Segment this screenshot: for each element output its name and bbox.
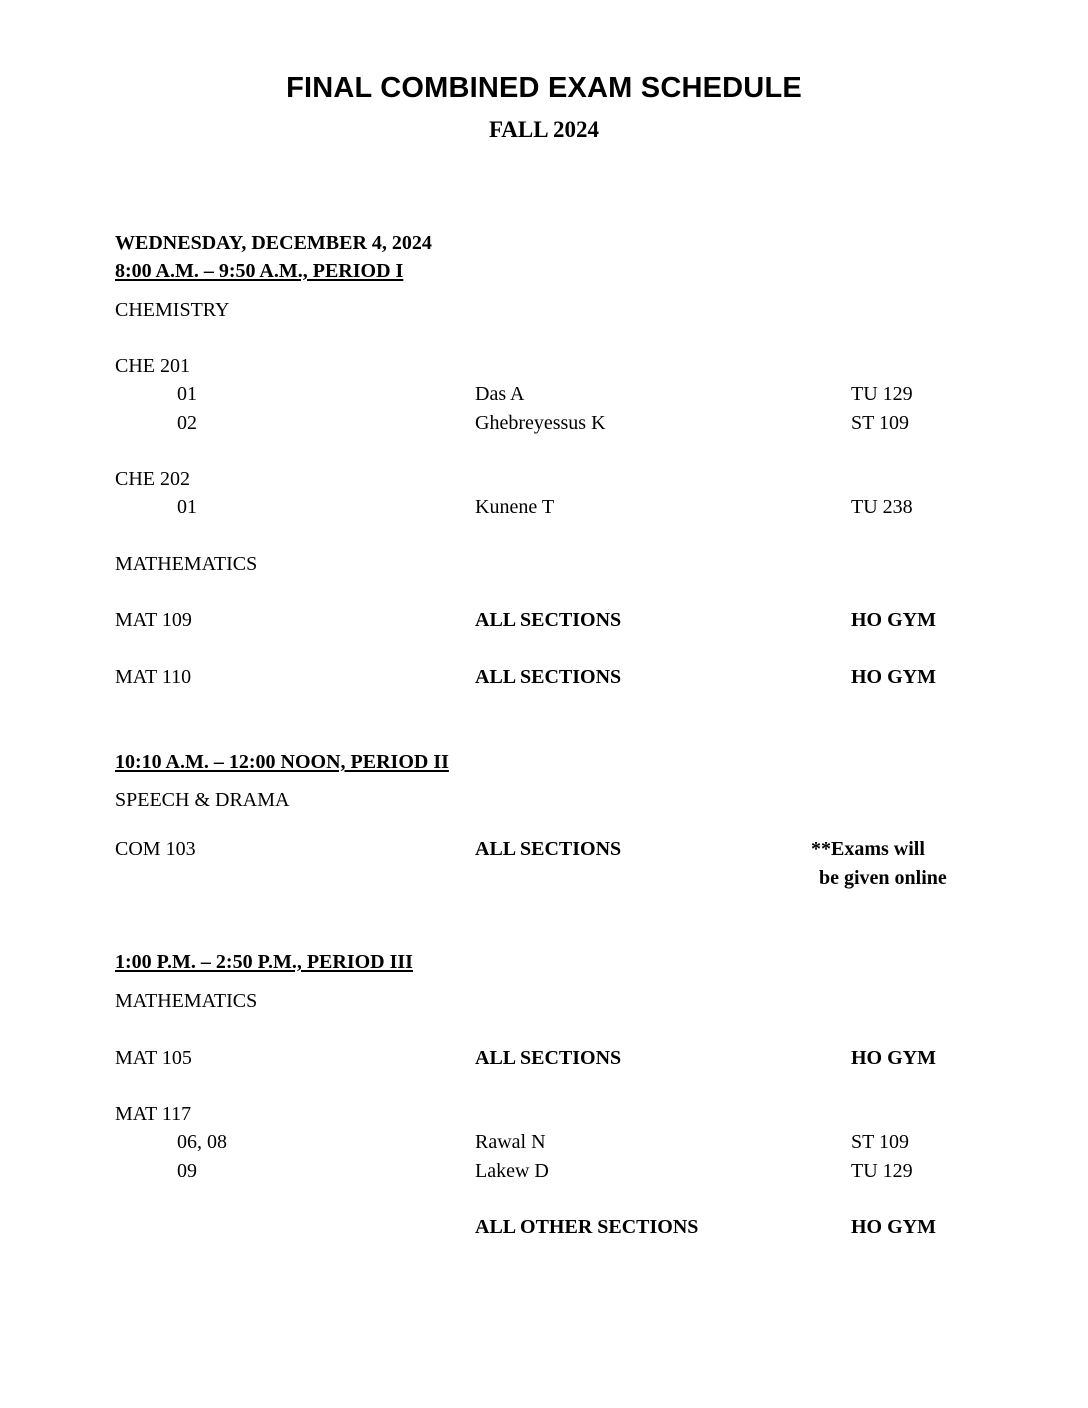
room: HO GYM: [851, 609, 936, 631]
instructor-name: Das A: [475, 383, 525, 405]
course-mat-105: MAT 105: [115, 1047, 192, 1069]
room: ST 109: [851, 412, 909, 434]
period-3-heading: 1:00 P.M. – 2:50 P.M., PERIOD III: [115, 951, 413, 973]
all-sections-label: ALL SECTIONS: [475, 666, 622, 688]
course-che-201: CHE 201: [115, 355, 190, 377]
course-com-103: COM 103: [115, 838, 196, 860]
instructor-name: Rawal N: [475, 1131, 546, 1153]
room: TU 129: [851, 383, 913, 405]
room: HO GYM: [851, 666, 936, 688]
dept-chemistry: CHEMISTRY: [115, 299, 230, 321]
course-mat-117: MAT 117: [115, 1103, 192, 1125]
course-che-202: CHE 202: [115, 468, 190, 490]
course-mat-110: MAT 110: [115, 666, 192, 688]
all-sections-label: ALL SECTIONS: [475, 609, 622, 631]
period-2-heading: 10:10 A.M. – 12:00 NOON, PERIOD II: [115, 751, 449, 773]
room: HO GYM: [851, 1216, 936, 1238]
instructor-name: Kunene T: [475, 496, 555, 518]
course-mat-109: MAT 109: [115, 609, 192, 631]
section-number: 01: [177, 383, 197, 405]
instructor-name: Lakew D: [475, 1160, 549, 1182]
section-number: 02: [177, 412, 197, 434]
section-number: 09: [177, 1160, 197, 1182]
room: HO GYM: [851, 1047, 936, 1069]
all-sections-label: ALL SECTIONS: [475, 838, 622, 860]
section-number: 06, 08: [177, 1131, 227, 1153]
document-title: FINAL COMBINED EXAM SCHEDULE: [286, 72, 802, 104]
online-note-line-2: be given online: [819, 867, 947, 889]
room: TU 129: [851, 1160, 913, 1182]
dept-mathematics: MATHEMATICS: [115, 990, 258, 1012]
all-other-sections-label: ALL OTHER SECTIONS: [475, 1216, 699, 1238]
room: TU 238: [851, 496, 913, 518]
online-note-line-1: **Exams will: [811, 838, 925, 860]
document-subtitle: FALL 2024: [488, 117, 600, 142]
instructor-name: Ghebreyessus K: [475, 412, 606, 434]
date-heading: WEDNESDAY, DECEMBER 4, 2024: [115, 232, 432, 254]
room: ST 109: [851, 1131, 909, 1153]
dept-mathematics: MATHEMATICS: [115, 553, 258, 575]
period-1-heading: 8:00 A.M. – 9:50 A.M., PERIOD I: [115, 260, 404, 282]
all-sections-label: ALL SECTIONS: [475, 1047, 622, 1069]
dept-speech-drama: SPEECH & DRAMA: [115, 789, 290, 811]
section-number: 01: [177, 496, 197, 518]
